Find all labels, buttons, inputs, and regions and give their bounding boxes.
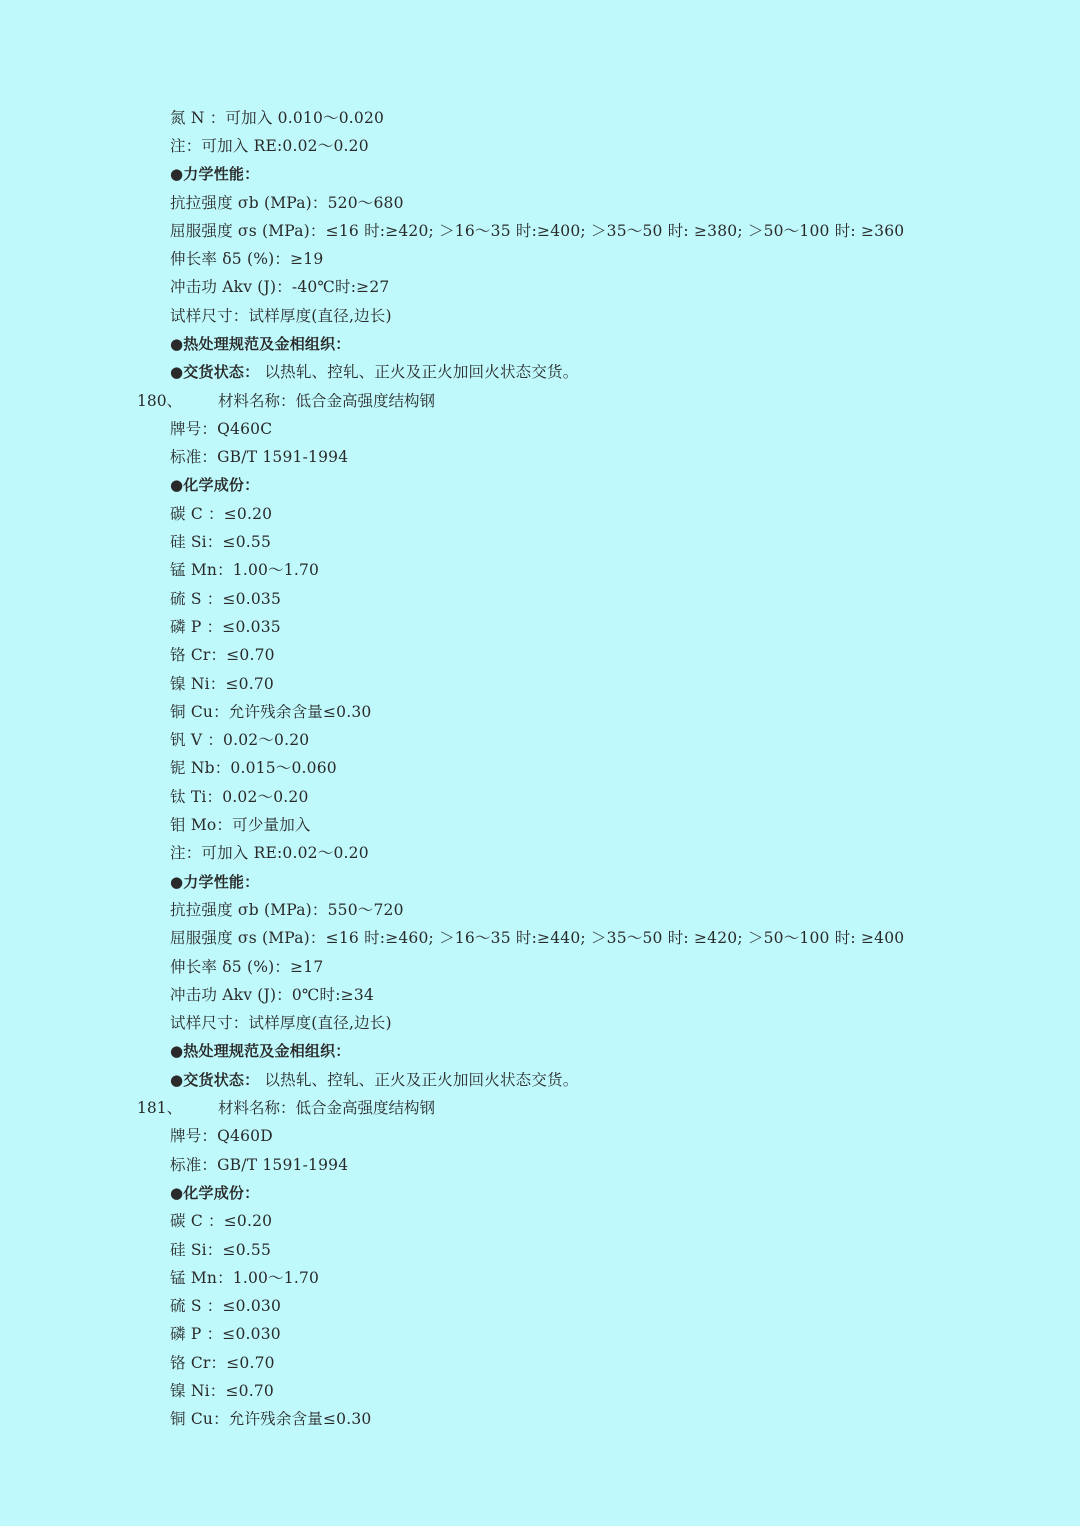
chem-item: 铬 Cr：≤0.70 [170,646,275,664]
delivery-heading: ●交货状态： [170,363,260,381]
chem-item: 铬 Cr：≤0.70 [170,1354,275,1372]
delivery-text: 以热轧、控轧、正火及正火加回火状态交货。 [264,363,579,381]
chem-item: 锰 Mn：1.00～1.70 [170,561,320,579]
grade-line: 牌号：Q460C [170,420,273,438]
chem-item: 碳 C ：≤0.20 [170,505,273,523]
sample-size: 试样尺寸：试样厚度(直径,边长) [170,1014,392,1032]
note-line: 注：可加入 RE:0.02～0.20 [170,137,369,155]
mech-heading: ●力学性能： [170,873,260,891]
chem-item: 铌 Nb：0.015～0.060 [170,759,337,777]
grade-line: 牌号：Q460D [170,1127,273,1145]
elongation: 伸长率 δ5 (%)：≥17 [170,958,324,976]
nitrogen-line: 氮 N ：可加入 0.010～0.020 [170,109,385,127]
mech-heading: ●力学性能： [170,165,260,183]
chem-item: 硫 S ：≤0.035 [170,590,282,608]
chem-item: 磷 P ：≤0.030 [170,1325,281,1343]
chem-item: 锰 Mn：1.00～1.70 [170,1269,320,1287]
chem-item: 钼 Mo：可少量加入 [170,816,311,834]
material-name: 材料名称：低合金高强度结构钢 [218,392,436,410]
impact-energy: 冲击功 Akv (J)：0℃时:≥34 [170,986,374,1004]
delivery-line [170,1066,578,1094]
chem-note: 注：可加入 RE:0.02～0.20 [170,844,369,862]
chem-item: 碳 C ：≤0.20 [170,1212,273,1230]
chem-item: 硅 Si：≤0.55 [170,533,272,551]
entry-number: 181、 [137,1099,183,1117]
chem-item: 铜 Cu：允许残余含量≤0.30 [170,1410,372,1428]
sample-size: 试样尺寸：试样厚度(直径,边长) [170,307,392,325]
chem-heading: ●化学成份： [170,1184,260,1202]
delivery-line [170,358,578,386]
delivery-heading: ●交货状态： [170,1071,260,1089]
chem-item: 磷 P ：≤0.035 [170,618,281,636]
heat-treatment-heading: ●热处理规范及金相组织： [170,335,351,353]
delivery-text: 以热轧、控轧、正火及正火加回火状态交货。 [264,1071,579,1089]
tensile-strength: 抗拉强度 σb (MPa)：550～720 [170,901,404,919]
chem-item: 硅 Si：≤0.55 [170,1241,272,1259]
standard-line: 标准：GB/T 1591-1994 [170,448,349,466]
chem-heading: ●化学成份： [170,476,260,494]
chem-item: 钛 Ti：0.02～0.20 [170,788,309,806]
tensile-strength: 抗拉强度 σb (MPa)：520～680 [170,194,404,212]
impact-energy: 冲击功 Akv (J)：-40℃时:≥27 [170,278,390,296]
heat-treatment-heading: ●热处理规范及金相组织： [170,1042,351,1060]
entry-number: 180、 [137,392,183,410]
material-name: 材料名称：低合金高强度结构钢 [218,1099,436,1117]
chem-item: 镍 Ni：≤0.70 [170,675,274,693]
elongation: 伸长率 δ5 (%)：≥19 [170,250,324,268]
yield-strength: 屈服强度 σs (MPa)：≤16 时:≥460; ＞16～35 时:≥440; ＞35～50 时: ≥420; ＞50～100 时: ≥400 [170,929,905,947]
chem-item: 镍 Ni：≤0.70 [170,1382,274,1400]
chem-item: 铜 Cu：允许残余含量≤0.30 [170,703,372,721]
standard-line: 标准：GB/T 1591-1994 [170,1156,349,1174]
yield-strength: 屈服强度 σs (MPa)：≤16 时:≥420; ＞16～35 时:≥400; ＞35～50 时: ≥380; ＞50～100 时: ≥360 [170,222,905,240]
chem-item: 硫 S ：≤0.030 [170,1297,282,1315]
chem-item: 钒 V ：0.02～0.20 [170,731,310,749]
